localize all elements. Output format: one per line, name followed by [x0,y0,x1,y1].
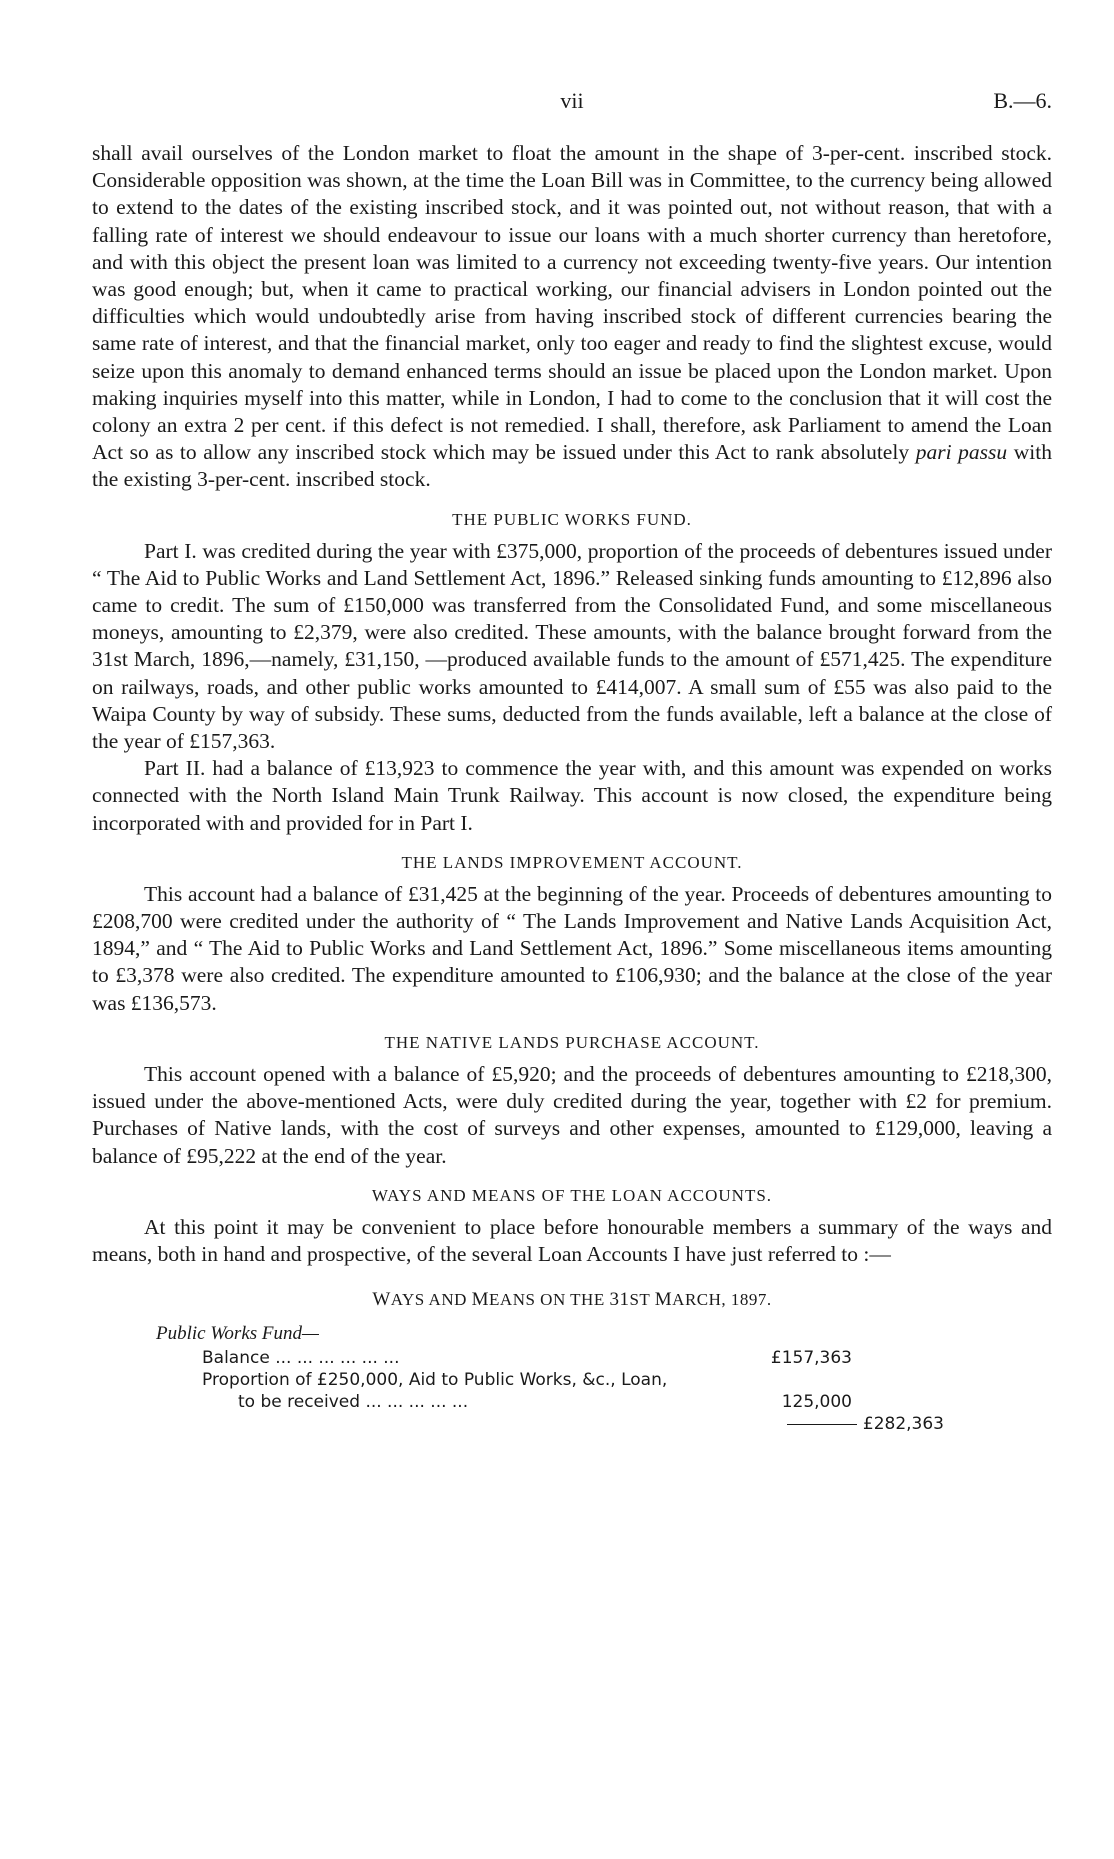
table-row [202,1413,1002,1435]
table-row [202,1347,1002,1369]
total-rule [787,1424,857,1425]
heading-native-lands-purchase-account: THE NATIVE LANDS PURCHASE ACCOUNT. [384,1032,760,1052]
intro-text: shall avail ourselves of the London market to float the amount in the shape of 3-per-cent. inscribed stock. Considerable opposition was shown, at the time the Loan Bill was in Committee, to the currency being allowed to extend to the dates of the existing inscribed stock, and it was pointed out, not without reason, that with a falling rate of interest we should endeavour to issue our loans with a much shorter currency than heretofore, and with this object the present loan was limited to a currency not exceeding twenty-five years. Our intention was good enough; but, when it came to practical working, our financial advisers in London pointed out the difficulties which would undoubtedly arise from having inscribed stock of different currencies bearing the same rate of interest, and that the financial market, only too eager and ready to find the slightest excuse, would seize upon this anomaly to demand enhanced terms should an issue be placed upon the London market. Upon making inquiries myself into this matter, while in London, I had to come to the conclusion that it will cost the colony an extra 2 per cent. if this defect is not remedied. I shall, therefore, ask Parliament to amend the Loan Act so as to allow any inscribed stock which may be issued under this Act to rank absolutely [92,141,1052,465]
native-lands-paragraph: This account opened with a balance of £5,920; and the proceeds of debentures amounting to £218,300, issued under the above-mentioned Acts, were duly credited during the year, together with £2 for premium. Purchases of Native lands, with the cost of surveys and other expenses, amounted to £129,000, leaving a balance of £95,222 at the end of the year. [92,1061,1052,1168]
page-number: vii [560,88,584,113]
document-reference: B.—6. [993,88,1052,113]
intro-tail: with the existing 3-per-cent. inscribed stock. [92,440,1053,492]
heading-ways-and-means: WAYS AND MEANS OF THE LOAN ACCOUNTS. [371,1185,773,1205]
public-works-paragraph-1: Part I. was credited during the year with £375,000, proportion of the proceeds of debentures issued under “ The Aid to Public Works and Land Settlement Act, 1896.” Released sinking funds amounting to £12,896 also came to credit. The sum of £150,000 was transferred from the Consolidated Fund, and some miscellaneous moneys, amounting to £2,379, were also credited. These amounts, with the balance brought forward from the 31st March, 1896,—namely, £31,150, —produced available funds to the amount of £571,425. The expenditure on railways, roads, and other public works amounted to £414,007. A small sum of £55 was also paid to the Waipa County by way of subsidy. These sums, deducted from the funds available, left a balance at the close of the year of £157,363. [92,538,1052,754]
intro-italic-phrase: pari passu [915,440,1008,465]
ways-and-means-table [202,1347,1002,1435]
public-works-paragraph-2: Part II. had a balance of £13,923 to commence the year with, and this amount was expended on works connected with the North Island Main Trunk Railway. This account is now closed, the expenditure being incorporated with and provided for in Part I. [92,756,1052,835]
body-text [92,140,1052,1435]
received-label: to be received ... ... ... ... ... [238,1392,469,1413]
total-amount: £282,363 [862,1414,944,1435]
table-row [202,1369,1002,1391]
balance-amount: £157,363 [770,1348,852,1369]
ways-and-means-paragraph: At this point it may be convenient to place before honourable members a summary of the ways and means, both in hand and prospective, of the several Loan Accounts I have just referred to :— [92,1214,1052,1266]
table-row [202,1391,1002,1413]
intro-paragraph [92,140,1052,494]
proportion-label: Proportion of £250,000, Aid to Public Works, &c., Loan, [202,1370,668,1391]
fund-label: Public Works Fund— [156,1323,319,1345]
table-title: WAYS AND MEANS ON THE 31ST MARCH, 1897. [372,1289,772,1311]
heading-public-works-fund: THE PUBLIC WORKS FUND. [452,509,692,529]
page-header [92,88,1052,118]
received-amount: 125,000 [781,1392,852,1413]
balance-label: Balance ... ... ... ... ... ... [202,1348,400,1369]
total-amount-cell [787,1413,944,1435]
heading-lands-improvement-account: THE LANDS IMPROVEMENT ACCOUNT. [401,852,743,872]
lands-improvement-paragraph: This account had a balance of £31,425 at the beginning of the year. Proceeds of debentures amounting to £208,700 were credited under the authority of “ The Lands Improvement and Native Lands Acquisition Act, 1894,” and “ The Aid to Public Works and Land Settlement Act, 1896.” Some miscellaneous items amounting to £3,378 were also credited. The expenditure amounted to £106,930; and the balance at the close of the year was £136,573. [92,881,1052,1015]
